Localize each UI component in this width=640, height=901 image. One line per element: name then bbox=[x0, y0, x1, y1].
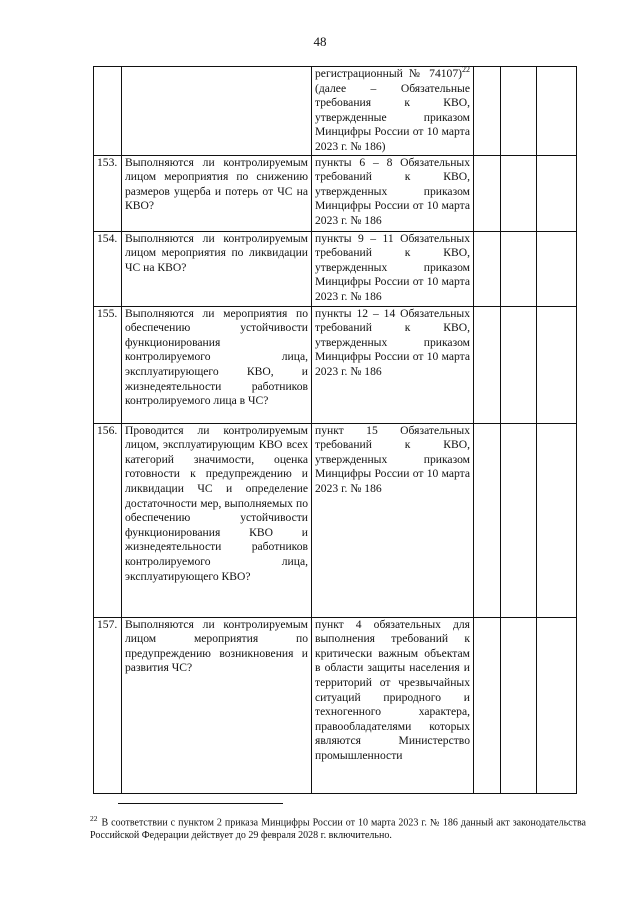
answer-yes-cell[interactable] bbox=[474, 306, 501, 423]
legal-basis-cell: пункт 4 обязательных для выполнения требований к критически важным объектам в области защиты населения и территорий от чрезвычайных ситуаций природного и техногенного характера, правообладателями которых являются Министерство промышленности bbox=[312, 617, 474, 793]
note-cell[interactable] bbox=[537, 155, 577, 231]
legal-basis-cell: пункт 15 Обязательных требований к КВО, утвержденных приказом Минцифры России от 10 марта 2023 г. № 186 bbox=[312, 423, 474, 617]
footnote-ref: 22 bbox=[462, 65, 470, 75]
legal-basis-text: регистрационный № 74107) bbox=[315, 67, 462, 80]
legal-basis-text-tail: (далее – Обязательные требования к КВО, утвержденные приказом Минцифры России от 10 марта 2023 г. № 186) bbox=[315, 81, 470, 153]
table-row bbox=[94, 231, 577, 306]
legal-basis-cell: пункты 9 – 11 Обязательных требований к КВО, утвержденных приказом Минцифры России от 10 марта 2023 г. № 186 bbox=[312, 231, 474, 306]
table-row bbox=[94, 306, 577, 423]
question-cell bbox=[122, 67, 312, 156]
note-cell[interactable] bbox=[537, 67, 577, 156]
legal-basis-cell: пункты 12 – 14 Обязательных требований к КВО, утвержденных приказом Минцифры России от 10 марта 2023 г. № 186 bbox=[312, 306, 474, 423]
answer-yes-cell[interactable] bbox=[474, 617, 501, 793]
page-number: 48 bbox=[313, 34, 327, 49]
answer-no-cell[interactable] bbox=[501, 231, 537, 306]
note-cell[interactable] bbox=[537, 423, 577, 617]
footnote-divider bbox=[118, 803, 283, 804]
table-row bbox=[94, 67, 577, 156]
answer-no-cell[interactable] bbox=[501, 67, 537, 156]
question-cell: Выполняются ли контролируемым лицом мероприятия по снижению размеров ущерба и потерь от ЧС на КВО? bbox=[122, 155, 312, 231]
answer-no-cell[interactable] bbox=[501, 617, 537, 793]
row-number: 154. bbox=[94, 231, 122, 306]
question-cell: Выполняются ли контролируемым лицом мероприятия по предупреждению возникновения и развития ЧС? bbox=[122, 617, 312, 793]
table-row bbox=[94, 617, 577, 793]
answer-yes-cell[interactable] bbox=[474, 423, 501, 617]
table-row bbox=[94, 155, 577, 231]
row-number bbox=[94, 67, 122, 156]
row-number: 156. bbox=[94, 423, 122, 617]
legal-basis-cell: пункты 6 – 8 Обязательных требований к КВО, утвержденных приказом Минцифры России от 10 марта 2023 г. № 186 bbox=[312, 155, 474, 231]
answer-no-cell[interactable] bbox=[501, 306, 537, 423]
note-cell[interactable] bbox=[537, 617, 577, 793]
table-row bbox=[94, 423, 577, 617]
answer-yes-cell[interactable] bbox=[474, 231, 501, 306]
question-cell: Выполняются ли мероприятия по обеспечению устойчивости функционирования контролируемого лица, эксплуатирующего КВО, и жизнедеятельности работников контролируемого лица в ЧС? bbox=[122, 306, 312, 423]
question-cell: Выполняются ли контролируемым лицом мероприятия по ликвидации ЧС на КВО? bbox=[122, 231, 312, 306]
note-cell[interactable] bbox=[537, 306, 577, 423]
checklist-table bbox=[93, 66, 577, 794]
row-number: 157. bbox=[94, 617, 122, 793]
answer-no-cell[interactable] bbox=[501, 155, 537, 231]
footnote-mark: 22 bbox=[90, 814, 98, 823]
question-cell: Проводится ли контролируемым лицом, эксплуатирующим КВО всех категорий значимости, оценка готовности к предупреждению и ликвидации ЧС и определение достаточности мер, выполняемых по обеспечению устойчивости функционирования КВО и жизнедеятельности работников контролируемого лица, эксплуатирующего КВО? bbox=[122, 423, 312, 617]
note-cell[interactable] bbox=[537, 231, 577, 306]
footnote bbox=[90, 812, 586, 842]
footnote-text: В соответствии с пунктом 2 приказа Минцифры России от 10 марта 2023 г. № 186 данный акт законодательства Российской Федерации действует до 29 февраля 2028 г. включительно. bbox=[90, 817, 586, 842]
answer-no-cell[interactable] bbox=[501, 423, 537, 617]
legal-basis-cell bbox=[312, 67, 474, 156]
row-number: 153. bbox=[94, 155, 122, 231]
answer-yes-cell[interactable] bbox=[474, 155, 501, 231]
answer-yes-cell[interactable] bbox=[474, 67, 501, 156]
row-number: 155. bbox=[94, 306, 122, 423]
